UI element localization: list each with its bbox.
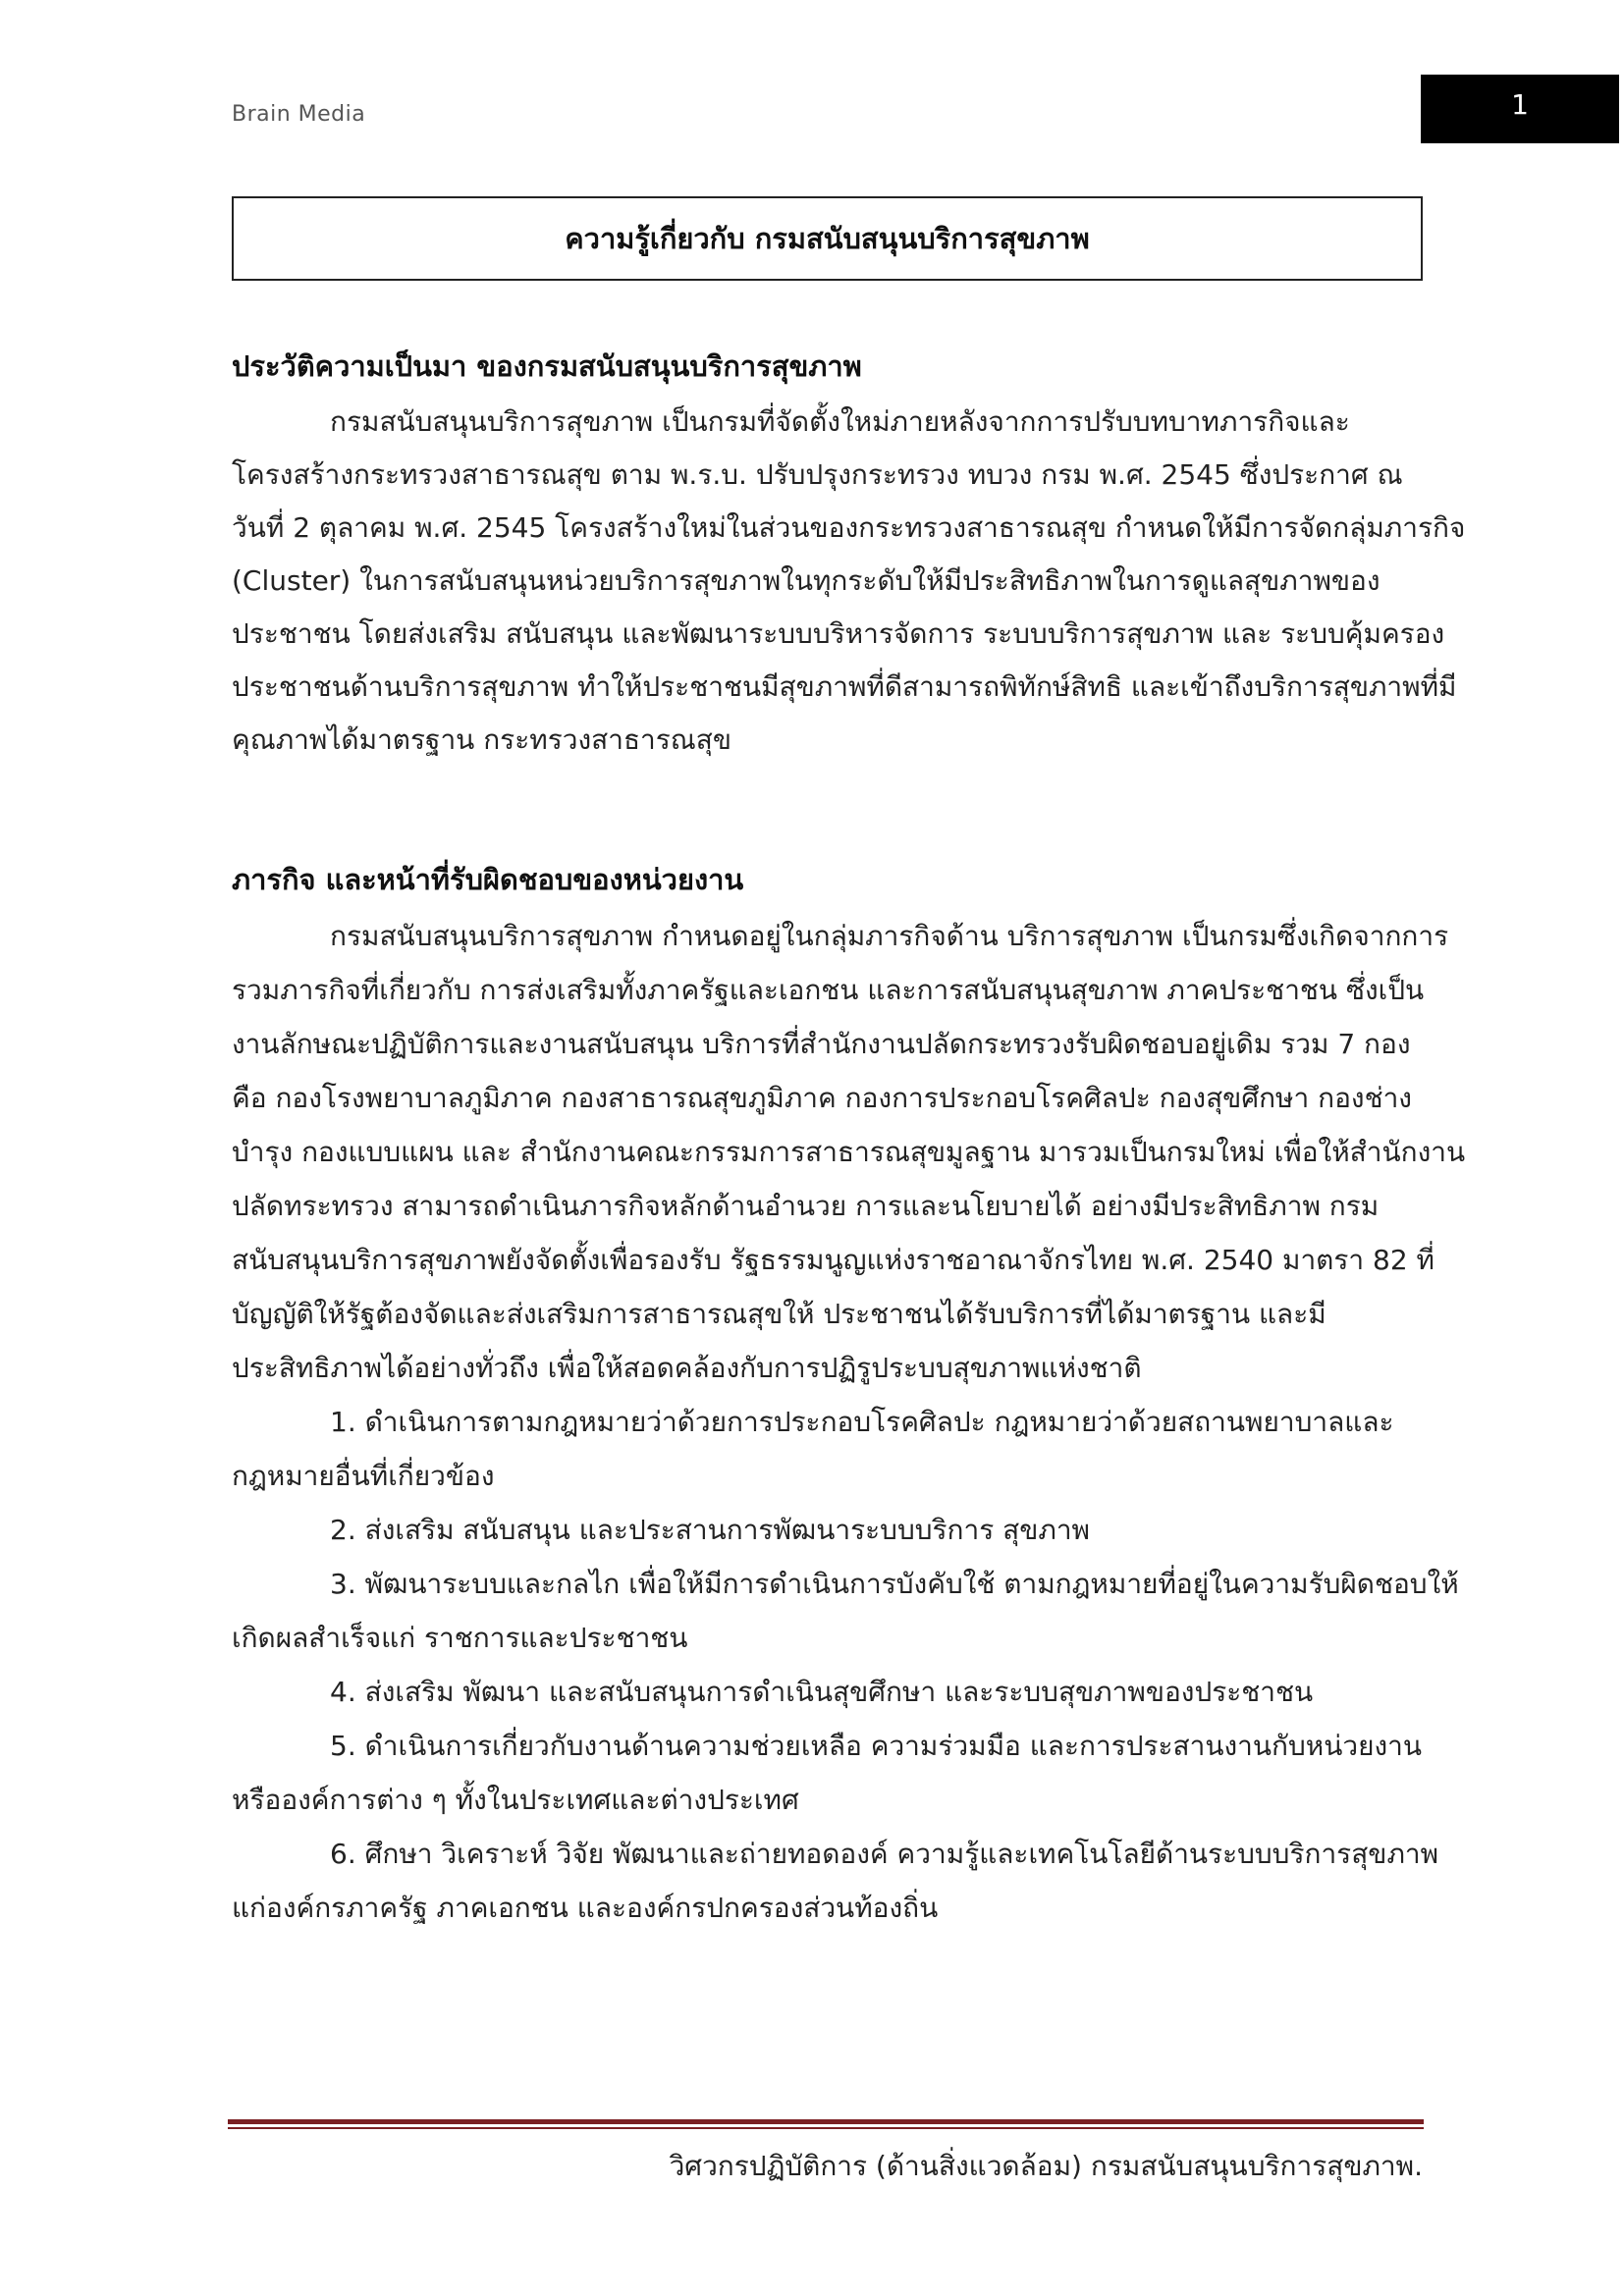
list-item: 3. พัฒนาระบบและกลไก เพื่อให้มีการดำเนินการบังคับใช้ ตามกฎหมายที่อยู่ในความรับผิดชอบให้ [330,1568,1459,1600]
page-number: 1 [1511,88,1529,121]
list-item: กฎหมายอื่นที่เกี่ยวข้อง [232,1460,495,1492]
paragraph-line: กรมสนับสนุนบริการสุขภาพ เป็นกรมที่จัดตั้งใหม่ภายหลังจากการปรับบทบาทภารกิจและ [330,405,1350,438]
list-item: 6. ศึกษา วิเคราะห์ วิจัย พัฒนาและถ่ายทอดองค์ ความรู้และเทคโนโลยีด้านระบบบริการสุขภาพ [330,1838,1439,1870]
page-number-badge [1421,75,1619,143]
title-box [232,196,1423,281]
paragraph-line: ประชาชนด้านบริการสุขภาพ ทำให้ประชาชนมีสุขภาพที่ดีสามารถพิทักษ์สิทธิ และเข้าถึงบริการสุขภาพที่มี [232,670,1457,703]
header-publisher: Brain Media [232,102,366,127]
section-heading-history: ประวัติความเป็นมา ของกรมสนับสนุนบริการสุขภาพ [232,349,862,383]
list-item: 5. ดำเนินการเกี่ยวกับงานด้านความช่วยเหลือ ความร่วมมือ และการประสานงานกับหน่วยงาน [330,1730,1423,1762]
list-item: 1. ดำเนินการตามกฎหมายว่าด้วยการประกอบโรคศิลปะ กฎหมายว่าด้วยสถานพยาบาลและ [330,1406,1394,1438]
paragraph-line: คือ กองโรงพยาบาลภูมิภาค กองสาธารณสุขภูมิภาค กองการประกอบโรคศิลปะ กองสุขศึกษา กองช่าง [232,1082,1412,1114]
list-item: หรือองค์การต่าง ๆ ทั้งในประเทศและต่างประเทศ [232,1784,799,1816]
footer-rule [228,2119,1424,2129]
list-item: เกิดผลสำเร็จแก่ ราชการและประชาชน [232,1622,688,1654]
footer-rule-thick [228,2119,1424,2124]
paragraph-line: งานลักษณะปฏิบัติการและงานสนับสนุน บริการที่สำนักงานปลัดกระทรวงรับผิดชอบอยู่เดิม รวม 7 กอง [232,1028,1411,1060]
paragraph-line: รวมภารกิจที่เกี่ยวกับ การส่งเสริมทั้งภาครัฐและเอกชน และการสนับสนุนสุขภาพ ภาคประชาชน ซึ่งเป็น [232,974,1425,1006]
paragraph-line: บัญญัติให้รัฐต้องจัดและส่งเสริมการสาธารณสุขให้ ประชาชนได้รับบริการที่ได้มาตรฐาน และมี [232,1298,1326,1330]
paragraph-line: สนับสนุนบริการสุขภาพยังจัดตั้งเพื่อรองรับ รัฐธรรมนูญแห่งราชอาณาจักรไทย พ.ศ. 2540 มาตรา 82 ที่ [232,1244,1435,1276]
paragraph-line: ประสิทธิภาพได้อย่างทั่วถึง เพื่อให้สอดคล้องกับการปฏิรูประบบสุขภาพแห่งชาติ [232,1352,1142,1384]
paragraph-line: ประชาชน โดยส่งเสริม สนับสนุน และพัฒนาระบบบริหารจัดการ ระบบบริการสุขภาพ และ ระบบคุ้มครอง [232,617,1445,650]
paragraph-line: กรมสนับสนุนบริการสุขภาพ กำหนดอยู่ในกลุ่มภารกิจด้าน บริการสุขภาพ เป็นกรมซึ่งเกิดจากการ [330,920,1449,952]
list-item: 2. ส่งเสริม สนับสนุน และประสานการพัฒนาระบบบริการ สุขภาพ [330,1514,1091,1546]
footer-text: วิศวกรปฏิบัติการ (ด้านสิ่งแวดล้อม) กรมสนับสนุนบริการสุขภาพ. [669,2150,1423,2182]
paragraph-line: วันที่ 2 ตุลาคม พ.ศ. 2545 โครงสร้างใหม่ในส่วนของกระทรวงสาธารณสุข กำหนดให้มีการจัดกลุ่มภารกิจ [232,511,1466,544]
paragraph-line: (Cluster) ในการสนับสนุนหน่วยบริการสุขภาพในทุกระดับให้มีประสิทธิภาพในการดูแลสุขภาพของ [232,564,1380,597]
paragraph-line: ปลัดทระทรวง สามารถดำเนินภารกิจหลักด้านอำนวย การและนโยบายได้ อย่างมีประสิทธิภาพ กรม [232,1190,1380,1222]
paragraph-line: บำรุง กองแบบแผน และ สำนักงานคณะกรรมการสาธารณสุขมูลฐาน มารวมเป็นกรมใหม่ เพื่อให้สำนักงาน [232,1136,1466,1168]
document-title: ความรู้เกี่ยวกับ กรมสนับสนุนบริการสุขภาพ [565,222,1090,255]
section-heading-mission: ภารกิจ และหน้าที่รับผิดชอบของหน่วยงาน [232,863,744,896]
paragraph-line: โครงสร้างกระทรวงสาธารณสุข ตาม พ.ร.บ. ปรับปรุงกระทรวง ทบวง กรม พ.ศ. 2545 ซึ่งประกาศ ณ [232,458,1403,491]
paragraph-line: คุณภาพได้มาตรฐาน กระทรวงสาธารณสุข [232,723,732,756]
footer-rule-thin [228,2127,1424,2129]
list-item: แก่องค์กรภาครัฐ ภาคเอกชน และองค์กรปกครองส่วนท้องถิ่น [232,1892,939,1924]
list-item: 4. ส่งเสริม พัฒนา และสนับสนุนการดำเนินสุขศึกษา และระบบสุขภาพของประชาชน [330,1676,1314,1708]
